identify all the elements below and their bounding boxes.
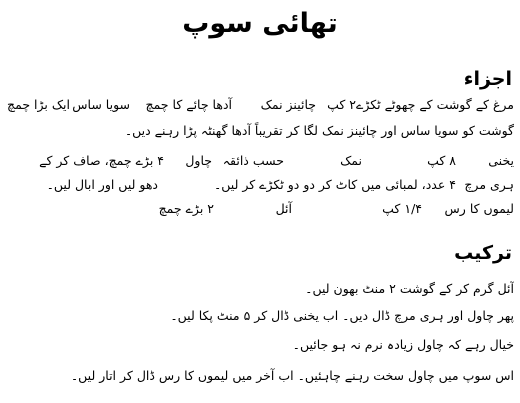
ingredient-qty: ایک بڑا چمچ [7,97,70,112]
ingredient-item: لیموں کا رس [444,201,514,216]
ingredient-qty: ۴ عدد، لمبائی میں کاٹ کر دو دو ٹکڑے کر لیں۔ [213,177,456,192]
ingredient-item: یخنی [488,153,514,168]
ingredient-qty: ۲ بڑے چمچ [158,201,214,216]
ingredient-qty: حسب ذائقہ [222,153,284,168]
ingredient-item: سویا ساس [72,97,130,112]
method-step: خیال رہے کہ چاول زیادہ نرم نہ ہو جائیں۔ [292,337,514,352]
ingredient-item: نمک [340,153,362,168]
ingredients-row-4 [6,174,514,196]
ingredients-row-5 [6,198,514,220]
ingredients-row-1 [6,94,514,116]
ingredient-item: مرغ کے گوشت کے چھوٹے ٹکڑے [356,97,514,112]
ingredient-qty: ۴ بڑے چمچ، صاف کر کے [39,153,164,168]
method-step: اس سوپ میں چاول سخت رہنے چاہئیں۔ اب آخر میں لیموں کا رس ڈال کر اتار لیں۔ [70,368,514,383]
ingredients-note: گوشت کو سویا ساس اور چائینز نمک لگا کر تقریباً آدھا گھنٹہ پڑا رہنے دیں۔ [124,123,514,138]
ingredient-item: آئل [275,201,292,216]
ingredient-qty: ۸ کپ [427,153,456,168]
method-heading: ترکیب [454,242,512,264]
ingredients-heading: اجزاء [463,68,512,90]
ingredient-item: ہری مرچ [464,177,514,192]
method-step: آئل گرم کر کے گوشت ۲ منٹ بھون لیں۔ [305,281,514,296]
ingredients-row-3 [6,150,514,172]
ingredient-qty: ۱/۴ کپ [382,201,422,216]
ingredient-item: چائینز نمک [260,97,316,112]
ingredient-note: دھو لیں اور ابال لیں۔ [46,177,158,192]
method-step: پھر چاول اور ہری مرچ ڈال دیں۔ اب یخنی ڈال کر ۵ منٹ پکا لیں۔ [170,308,514,323]
page-title: تھائی سوپ [182,8,338,39]
ingredient-qty: ۲ کپ [327,97,356,112]
ingredient-item: چاول [185,153,212,168]
ingredient-qty: آدھا چائے کا چمچ [145,97,232,112]
